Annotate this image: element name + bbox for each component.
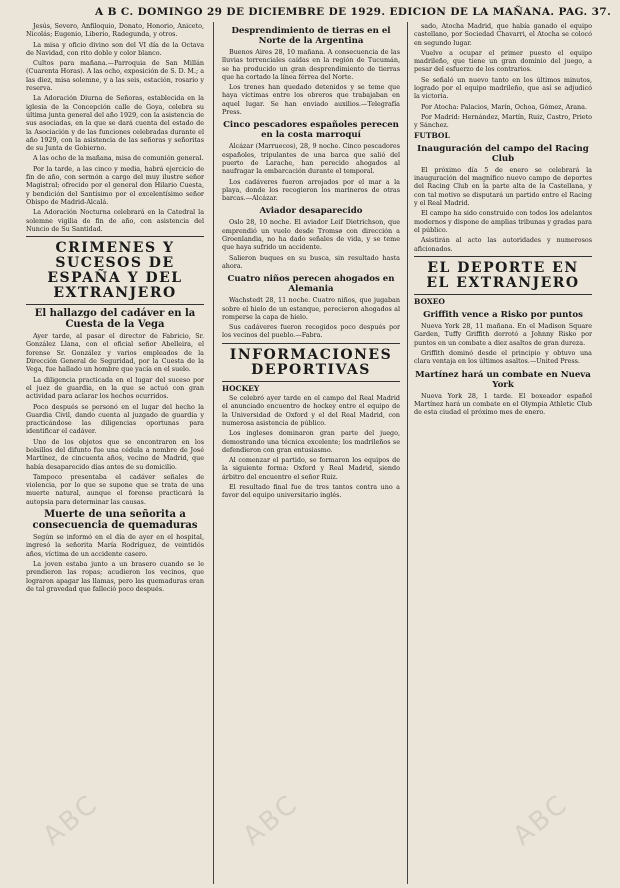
headline-racing: Inauguración del campo del Racing Club [417,143,589,164]
column-3 [414,22,592,888]
paragraph: La Adoración Nocturna celebrará en la Catedral la solemne vigilia de fin de año, con asistencia del Nuncio de Su Santidad. [26,208,204,233]
column-rule-right [407,22,408,884]
paragraph: La misa y oficio divino son del VI día de la Octava de Navidad, con rito doble y color blanco. [26,40,204,57]
paragraph: El campo ha sido construido con todos los adelantos modernos y dispone de amplias tribunas y gradas para el público. [414,209,592,234]
headline-ninos: Cuatro niños perecen ahogados en Alemania [227,274,395,295]
watermark-logo: ABC [507,788,575,852]
divider [414,256,592,257]
paragraph: Wachstedt 28, 11 noche. Cuatro niños, que jugaban sobre el hielo de un estanque, perecieron ahogados al romperse la capa de hielo. [222,296,400,321]
sport-label-hockey: HOCKEY [222,383,260,393]
paragraph: Por Madrid: Hernández, Martín, Ruiz, Castro, Prieto y Sánchez. [414,112,592,130]
divider [414,294,592,295]
sport-label-boxeo: BOXEO [414,296,445,306]
paragraph: Se señaló un nuevo tanto en los últimos minutos, logrado por el equipo madrileño, que así se adjudicó la victoria. [414,75,592,101]
paragraph: Al comenzar el partido, se formaron los equipos de la siguiente forma: Oxford y Real Madrid, siendo árbitro del encuentro el señor Ruiz. [222,456,400,481]
paragraph: La joven estaba junto a un brasero cuando se le prendieron las ropas; acudieron los vecinos, que lograron apagar las llamas, pero las quemaduras eran de tal gravedad que falleció poco después. [26,559,204,593]
divider [26,236,204,237]
headline-cadaver: El hallazgo del cadáver en la Cuesta de la Vega [34,308,196,331]
headline-argentina: Desprendimiento de tierras en el Norte de la Argentina [231,26,391,46]
paragraph: El próximo día 5 de enero se celebrará la inauguración del magnífico nuevo campo de deportes del Racing Club en la parte alta de la Castellana, y con tal motivo se disputará un partido entre el Racing y el Real Madrid. [414,165,592,208]
paragraph: Por la tarde, a las cinco y media, habrá ejercicio de fin de año, con sermón a cargo del muy ilustre señor Magistral; ofrecido por el general don Hilario Cuesta, y bendición del Santísimo por el excelentísimo señor Obispo de Madrid-Alcalá. [26,164,204,206]
column-2 [222,22,400,888]
paragraph: Alcázar (Marruecos), 28, 9 noche. Cinco pescadores españoles, tripulantes de una barca que salió del puerto de Larache, han perecido ahogados al naufragar la embarcación durante el temporal. [222,142,400,176]
paragraph: Los trenes han quedado detenidos y se teme que haya víctimas entre los obreros que trabajaban en aquel lugar. Se han enviado auxilios.—Telegrafía Press. [222,83,400,117]
paragraph: Uno de los objetos que se encontraron en los bolsillos del difunto fue una cédula a nombre de José Martínez, de cincuenta años, vecino de Madrid, que había desaparecido días antes de su domicilio. [26,437,204,471]
divider [222,343,400,344]
paragraph: El resultado final fue de tres tantos contra uno a favor del equipo universitario inglés. [222,482,400,500]
sport-label-futbol: FUTBOL [414,130,450,140]
paragraph: Por Atocha: Palacios, Marín, Ochoa, Gómez, Arana. [421,102,588,111]
column-1 [26,22,204,888]
paragraph: Poco después se personó en el lugar del hecho la Guardia Civil, dando cuenta al juzgado de guardia y practicándose las diligencias oportunas para identificar el cadáver. [26,402,204,436]
divider [222,381,400,382]
divider [26,304,204,305]
paragraph: Cultos para mañana.—Parroquia de San Millán (Cuarenta Horas). A las ocho, exposición de S. D. M.; a las diez, misa solemne, y a las seis, estación, rosario y reserva. [26,59,204,93]
headline-martinez: Martínez hará un combate en Nueva York [415,369,591,390]
paragraph: A las ocho de la mañana, misa de comunión general. [33,154,204,163]
headline-pescadores: Cinco pescadores españoles perecen en la costa marroquí [223,120,399,141]
paragraph: sado, Atocha Madrid, que había ganado el equipo castellano, por Sociedad Chavarri, el Atocha se colocó en segundo lugar. [414,22,592,47]
paragraph: Griffith dominó desde el principio y obtuvo una clara ventaja en los últimos asaltos.—United Press. [414,349,592,366]
paragraph: Los ingleses dominaron gran parte del juego, demostrando una técnica excelente; los madrileños se defendieron con gran entusiasmo. [222,429,400,454]
paragraph: Ayer tarde, al pasar el director de Fabricio, Sr. González Llana, con el oficial señor Abelleira, el forense Sr. González y varios empleados de la Dirección General de Seguridad, por la Cuesta de la Vega, fue hallado un hombre que yacía en el suelo. [26,332,204,374]
watermark-logo: ABC [237,788,305,852]
paragraph: La Adoración Diurna de Señoras, establecida en la iglesia de la Concepción calle de Goya, celebra su última junta general del año 1929, con la asistencia de sus asociadas, en la que se dará cuenta del estado de la Asociación y de las funciones celebradas durante el año 1929, con la asistencia de las señoras y señoritas de su Junta de Gobierno. [26,94,204,153]
section-title-deportes: INFORMACIONES DEPORTIVAS [229,346,393,378]
page-header: A B C. DOMINGO 29 DE DICIEMBRE DE 1929. EDICION DE LA MAÑANA. PAG. 37. [95,6,612,18]
paragraph: Los cadáveres fueron arrojados por el mar a la playa, donde los recogieron los marineros de otras barcas.—Alcázar. [222,177,400,203]
watermark-logo: ABC [37,788,105,852]
paragraph: Oslo 28, 10 noche. El aviador Leif Dietrichson, que emprendió un vuelo desde Tromsø con dirección a Groenlandia, no ha dado señales de vida, y se teme que haya sufrido un accidente. [222,218,400,252]
section-title-extranjero: EL DEPORTE EN EL EXTRANJERO [426,259,580,291]
paragraph: Sus cadáveres fueron recogidos poco después por los vecinos del pueblo.—Fabra. [222,323,400,340]
paragraph: Asistirán al acto las autoridades y numerosos aficionados. [414,236,592,253]
paragraph: La diligencia practicada en el lugar del suceso por el juez de guardia, en la que se actuó con gran actividad para aclarar los hechos ocurridos. [26,375,204,401]
paragraph: Se celebró ayer tarde en el campo del Real Madrid el anunciado encuentro de hockey entre el equipo de la Universidad de Oxford y el del Real Madrid, con numerosa asistencia de público. [222,394,400,427]
paragraph: Buenos Aires 28, 10 mañana. A consecuencia de las lluvias torrenciales caídas en la región de Tucumán, se ha producido un gran desprendimiento de tierras que ha cortado la línea férrea del Norte. [222,48,400,81]
headline-aviador: Aviador desaparecido [259,206,363,217]
section-title-crimes: CRIMENES Y SUCESOS DE ESPAÑA Y DEL EXTRANJERO [47,240,183,302]
headline-quemaduras: Muerte de una señorita a consecuencia de quemaduras [32,509,198,532]
paragraph: Salieron buques en su busca, sin resultado hasta ahora. [222,253,400,270]
paragraph: Nueva York 28, 1 tarde. El boxeador español Martínez hará un combate en el Olympia Athletic Club de esta ciudad el próximo mes de enero. [414,391,592,417]
paragraph: Según se informó en el día de ayer en el hospital, ingresó la señorita María Rodríguez, de veintidós años, víctima de un accidente casero. [26,533,204,558]
headline-griffith: Griffith vence a Risko por puntos [423,310,583,321]
paragraph: Vuelve a ocupar el primer puesto el equipo madrileño, que tiene un gran dominio del juego, a pesar del esfuerzo de los contrarios. [414,48,592,74]
paragraph: Nueva York 28, 11 mañana. En el Madison Square Garden, Tuffy Griffith derrotó a Johnny Risko por puntos en un combate a diez asaltos de gran dureza. [414,322,592,347]
paragraph: Jesús, Severo, Anfiloquio, Donato, Honorio, Aniceto, Nicolás; Eugenio, Liberio, Radegunda, y otros. [26,22,204,39]
column-rule-left [213,22,214,884]
paragraph: Tampoco presentaba el cadáver señales de violencia, por lo que se supone que se trata de una muerte natural, aunque el forense practicará la autopsia para determinar las causas. [26,472,204,506]
